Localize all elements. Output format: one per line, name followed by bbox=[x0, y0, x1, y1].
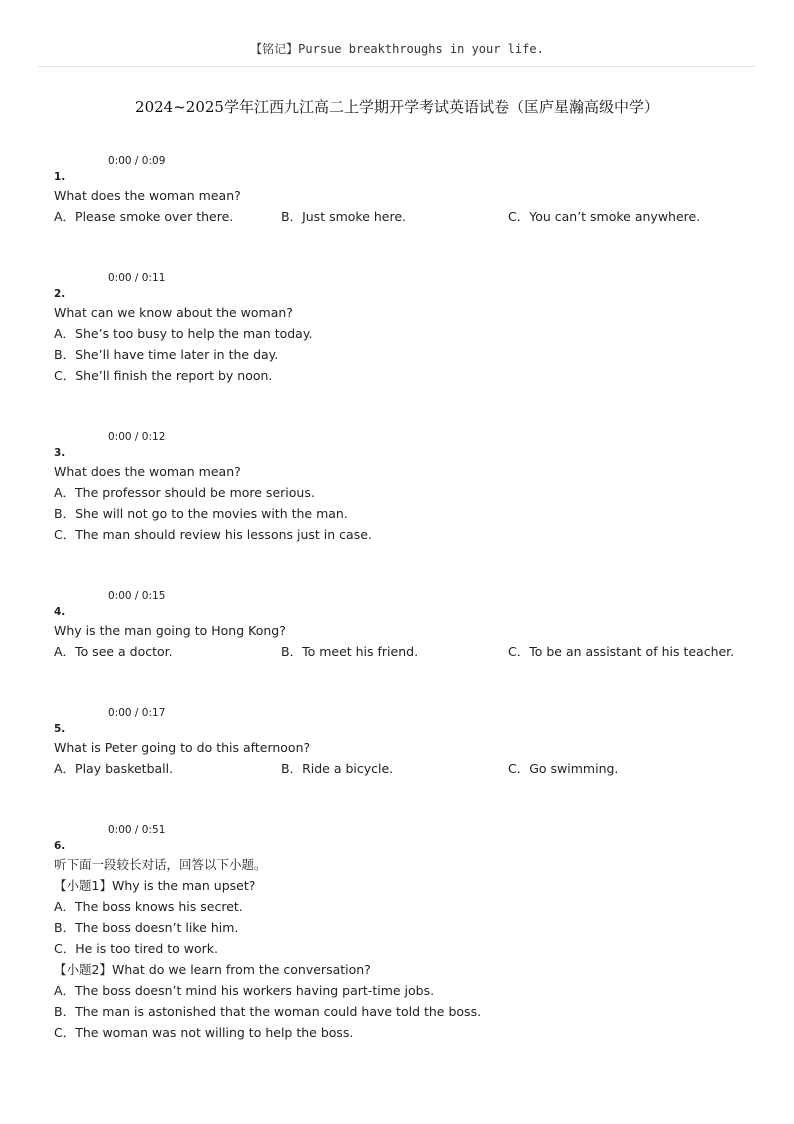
audio-player-time[interactable]: 0:00 / 0:15 bbox=[108, 590, 166, 602]
question-number: 5. bbox=[54, 723, 66, 735]
option-a: A．The professor should be more serious. bbox=[54, 485, 315, 500]
question-2 bbox=[54, 270, 754, 386]
question-stem: What does the woman mean? bbox=[54, 188, 241, 203]
question-4 bbox=[54, 588, 754, 662]
option-c: C．The woman was not willing to help the boss. bbox=[54, 1025, 354, 1040]
option-c: C．Go swimming. bbox=[508, 761, 619, 776]
option-c: C．The man should review his lessons just in case. bbox=[54, 527, 372, 542]
question-1 bbox=[54, 153, 754, 227]
option-b: B．She will not go to the movies with the man. bbox=[54, 506, 348, 521]
option-c: C．To be an assistant of his teacher. bbox=[508, 644, 735, 659]
question-stem: What is Peter going to do this afternoon? bbox=[54, 740, 311, 755]
option-b: B．Ride a bicycle. bbox=[281, 761, 394, 776]
option-c: C．He is too tired to work. bbox=[54, 941, 219, 956]
option-b: B．The man is astonished that the woman could have told the boss. bbox=[54, 1004, 482, 1019]
header-motto: 【铭记】Pursue breakthroughs in your life. bbox=[250, 42, 544, 56]
options-row bbox=[54, 758, 754, 779]
option-b: B．The boss doesn’t like him. bbox=[54, 920, 239, 935]
question-3 bbox=[54, 429, 754, 545]
audio-player-time[interactable]: 0:00 / 0:17 bbox=[108, 707, 166, 719]
question-number: 1. bbox=[54, 171, 66, 183]
question-number: 2. bbox=[54, 288, 66, 300]
audio-player-time[interactable]: 0:00 / 0:12 bbox=[108, 431, 166, 443]
subquestion-1-stem: 【小题1】Why is the man upset? bbox=[54, 878, 256, 893]
options-row bbox=[54, 206, 754, 227]
question-stem: What does the woman mean? bbox=[54, 464, 241, 479]
option-a: A．Please smoke over there. bbox=[54, 209, 234, 224]
header-divider bbox=[38, 66, 756, 67]
audio-player-time[interactable]: 0:00 / 0:51 bbox=[108, 824, 166, 836]
option-a: A．The boss knows his secret. bbox=[54, 899, 243, 914]
option-b: B．Just smoke here. bbox=[281, 209, 407, 224]
question-number: 3. bbox=[54, 447, 66, 459]
option-a: A．The boss doesn’t mind his workers having part-time jobs. bbox=[54, 983, 435, 998]
option-a: A．Play basketball. bbox=[54, 761, 174, 776]
audio-player-time[interactable]: 0:00 / 0:11 bbox=[108, 272, 166, 284]
question-intro: 听下面一段较长对话，回答以下小题。 bbox=[54, 857, 267, 872]
subquestion-2-stem: 【小题2】What do we learn from the conversation? bbox=[54, 962, 371, 977]
option-c: C．You can’t smoke anywhere. bbox=[508, 209, 701, 224]
question-5 bbox=[54, 705, 754, 779]
question-6 bbox=[54, 822, 754, 1043]
option-b: B．To meet his friend. bbox=[281, 644, 419, 659]
audio-player-time[interactable]: 0:00 / 0:09 bbox=[108, 155, 166, 167]
question-number: 4. bbox=[54, 606, 66, 618]
question-number: 6. bbox=[54, 840, 66, 852]
option-c: C．She’ll finish the report by noon. bbox=[54, 368, 273, 383]
question-stem: Why is the man going to Hong Kong? bbox=[54, 623, 286, 638]
option-a: A．To see a doctor. bbox=[54, 644, 173, 659]
page-title: 2024~2025学年江西九江高二上学期开学考试英语试卷（匡庐星瀚高级中学） bbox=[135, 98, 659, 116]
question-stem: What can we know about the woman? bbox=[54, 305, 293, 320]
option-a: A．She’s too busy to help the man today. bbox=[54, 326, 313, 341]
option-b: B．She’ll have time later in the day. bbox=[54, 347, 279, 362]
options-row bbox=[54, 641, 754, 662]
